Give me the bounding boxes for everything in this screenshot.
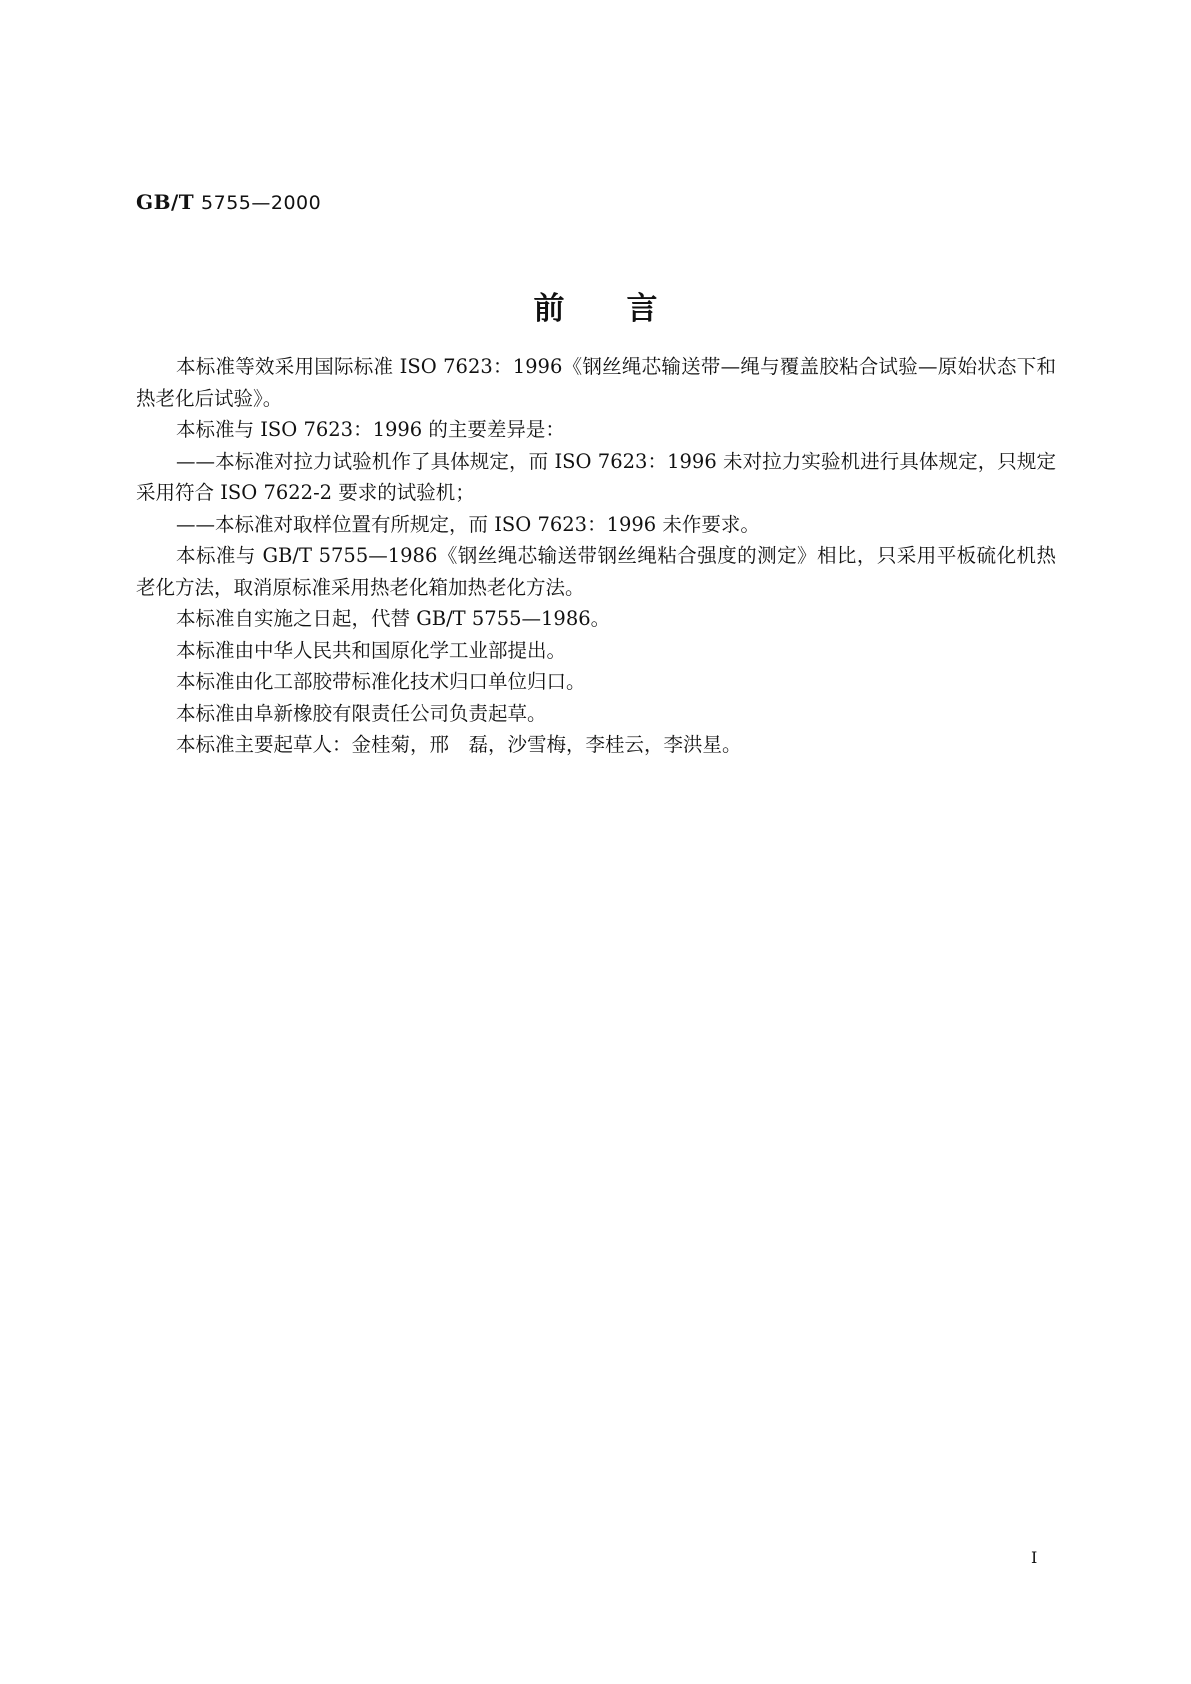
page-title: 前言	[533, 291, 720, 327]
paragraph: 本标准由阜新橡胶有限责任公司负责起草。	[176, 701, 547, 725]
paragraph: 本标准自实施之日起，代替 GB/T 5755—1986。	[176, 607, 611, 630]
paragraph: ——本标准对拉力试验机作了具体规定，而 ISO 7623：1996 未对拉力实验机进行具体规定，只规定采用符合 ISO 7622-2 要求的试验机；	[136, 449, 1056, 504]
paragraph: 本标准由中华人民共和国原化学工业部提出。	[176, 638, 567, 662]
paragraph: 本标准主要起草人：金桂菊，邢 磊，沙雪梅，李桂云，李洪星。	[176, 733, 742, 756]
paragraph: 本标准等效采用国际标准 ISO 7623：1996《钢丝绳芯输送带—绳与覆盖胶粘合试验—原始状态下和热老化后试验》。	[136, 355, 1056, 410]
standard-number: 5755—2000	[201, 192, 322, 214]
standard-code	[136, 190, 321, 214]
paragraph: 本标准与 ISO 7623：1996 的主要差异是：	[176, 418, 565, 441]
standard-prefix: GB/T	[136, 190, 195, 214]
paragraph: 本标准由化工部胶带标准化技术归口单位归口。	[176, 670, 586, 693]
paragraph: ——本标准对取样位置有所规定，而 ISO 7623：1996 未作要求。	[176, 512, 760, 536]
foreword-body	[136, 351, 1056, 761]
paragraph: 本标准与 GB/T 5755—1986《钢丝绳芯输送带钢丝绳粘合强度的测定》相比，只采用平板硫化机热老化方法，取消原标准采用热老化箱加热老化方法。	[136, 544, 1056, 599]
page-number: I	[1031, 1548, 1038, 1567]
